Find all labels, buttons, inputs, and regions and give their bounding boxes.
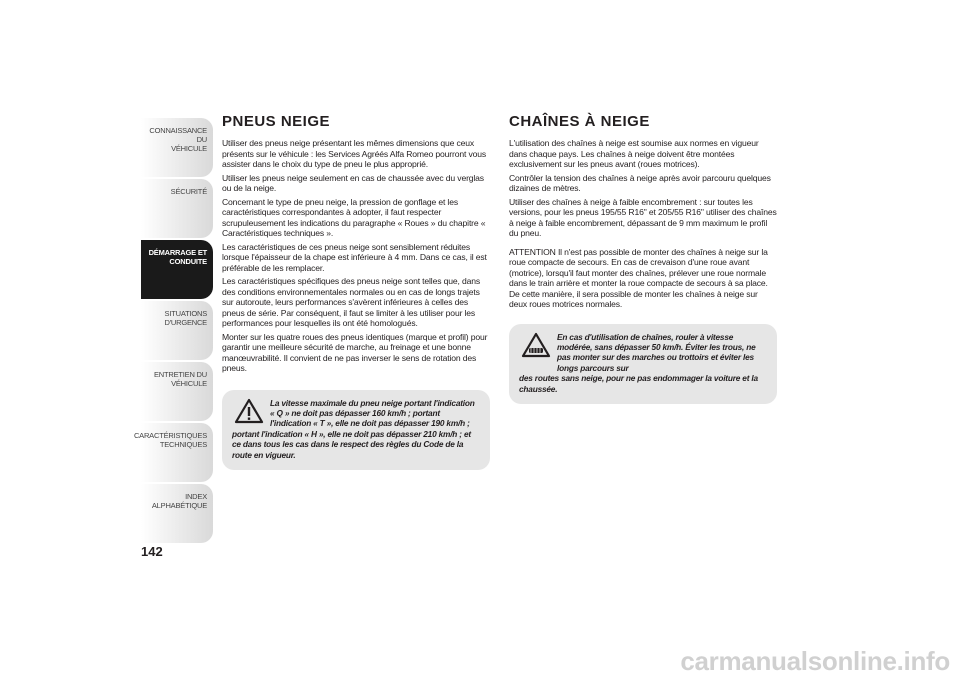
warning-text-rest: des routes sans neige, pour ne pas endommager la voiture et la chaussée. <box>519 373 758 394</box>
warning-text-rest: portant l'indication « H », elle ne doit pas dépasser 210 km/h ; et ce dans tous les cas dans le respect des règles du Code de la route en vigueur. <box>232 428 471 460</box>
tab-situations-d-urgence[interactable] <box>141 301 213 360</box>
section-pneus-neige <box>222 113 490 470</box>
tab-label: SÉCURITÉ <box>170 187 207 196</box>
warning-text <box>232 398 480 460</box>
warning-text <box>519 332 767 394</box>
paragraph: Utiliser les pneus neige seulement en cas de chaussée avec du verglas ou de la neige. <box>222 172 484 193</box>
paragraph: Monter sur les quatre roues des pneus identiques (marque et profil) pour garantir une meilleure sécurité de marche, au freinage et une bonne manœuvrabilité. Il convient de ne pas inverser le sens de rotation des pneus. <box>222 331 488 373</box>
warning-text-indented: En cas d'utilisation de chaînes, rouler à vitesse modérée, sans dépasser 50 km/h. Éviter les trous, ne pas monter sur des marches ou trottoirs et éviter les longs parcours sur <box>557 331 756 373</box>
section-title: PNEUS NEIGE <box>222 113 331 130</box>
tab-caracteristiques-techniques[interactable] <box>133 423 213 482</box>
paragraph: ATTENTION Il n'est pas possible de monter des chaînes à neige sur la roue compacte de secours. En cas de crevaison d'une roue avant (motrice), lorsqu'il faut monter des chaînes, prélever une roue normale dans le train arrière et monter la roue compacte de secours à sa place. De cette manière, il sera possible de monter les chaînes à neige sur deux roues motrices normales. <box>509 246 768 309</box>
paragraph: Les caractéristiques de ces pneus neige sont sensiblement réduites lorsque l'épaisseur de la chape est inférieure à 4 mm. Dans ce cas, il est préférable de les remplacer. <box>222 241 487 273</box>
paragraph: Les caractéristiques spécifiques des pneus neige sont telles que, dans des conditions environnementales normales ou en cas de longs trajets sur autoroute, leurs performances s'avèrent inférieures à celles des pneus de série. Par conséquent, il faut se limiter à les utiliser pour les performances pour lesquelles ils ont été homologués. <box>222 276 480 328</box>
warning-box <box>509 324 777 404</box>
paragraph: L'utilisation des chaînes à neige est soumise aux normes en vigueur dans chaque pays. Les chaînes à neige doivent être montées exclusivement sur les pneus avant (roues motrices). <box>509 138 759 169</box>
paragraph: Concernant le type de pneu neige, la pression de gonflage et les caractéristiques correspondantes à adopter, il faut respecter scrupuleusement les indications du paragraphe « Roues » du chapitre « Caractéristiques techniques ». <box>222 196 486 238</box>
snow-chain-warning-icon <box>521 332 551 358</box>
tab-connaissance-du-vehicule[interactable] <box>141 118 213 177</box>
tab-label: SITUATIONS D'URGENCE <box>164 309 207 327</box>
section-title: CHAÎNES À NEIGE <box>509 113 650 130</box>
warning-triangle-icon <box>234 398 264 424</box>
tab-label: DÉMARRAGE ET CONDUITE <box>148 248 207 266</box>
tab-label: INDEX ALPHABÉTIQUE <box>151 492 207 510</box>
warning-box <box>222 390 490 470</box>
tab-label: CARACTÉRISTIQUES TECHNIQUES <box>133 431 207 449</box>
paragraph: Utiliser des chaînes à neige à faible encombrement : sur toutes les versions, pour les pneus 195/55 R16" et 205/55 R16" utiliser des chaînes à neige à faible encombrement, dépassant de 9 mm maximum le profil du pneu. <box>509 196 777 238</box>
warning-text-indented: La vitesse maximale du pneu neige portant l'indication « Q » ne doit pas dépasser 160 km/h ; portant l'indication « T », elle ne doit pas dépasser 190 km/h ; <box>270 397 475 429</box>
paragraph: Utiliser des pneus neige présentant les mêmes dimensions que ceux présents sur le véhicule : les Services Agréés Alfa Romeo pourront vous assister dans le choix du type de pneu le plus approprié. <box>222 138 487 169</box>
paragraph: Contrôler la tension des chaînes à neige après avoir parcouru quelques dizaines de mètres. <box>509 172 771 193</box>
tab-demarrage-et-conduite[interactable] <box>141 240 213 299</box>
watermark: carmanualsonline.info <box>680 646 950 676</box>
section-chaines-a-neige <box>509 113 777 404</box>
tab-index-alphabetique[interactable] <box>141 484 213 543</box>
tab-entretien-du-vehicule[interactable] <box>141 362 213 421</box>
tab-label: CONNAISSANCE DU VÉHICULE <box>149 126 207 153</box>
tab-label: ENTRETIEN DU VÉHICULE <box>153 370 207 388</box>
tab-securite[interactable] <box>141 179 213 238</box>
page-number: 142 <box>141 544 163 559</box>
